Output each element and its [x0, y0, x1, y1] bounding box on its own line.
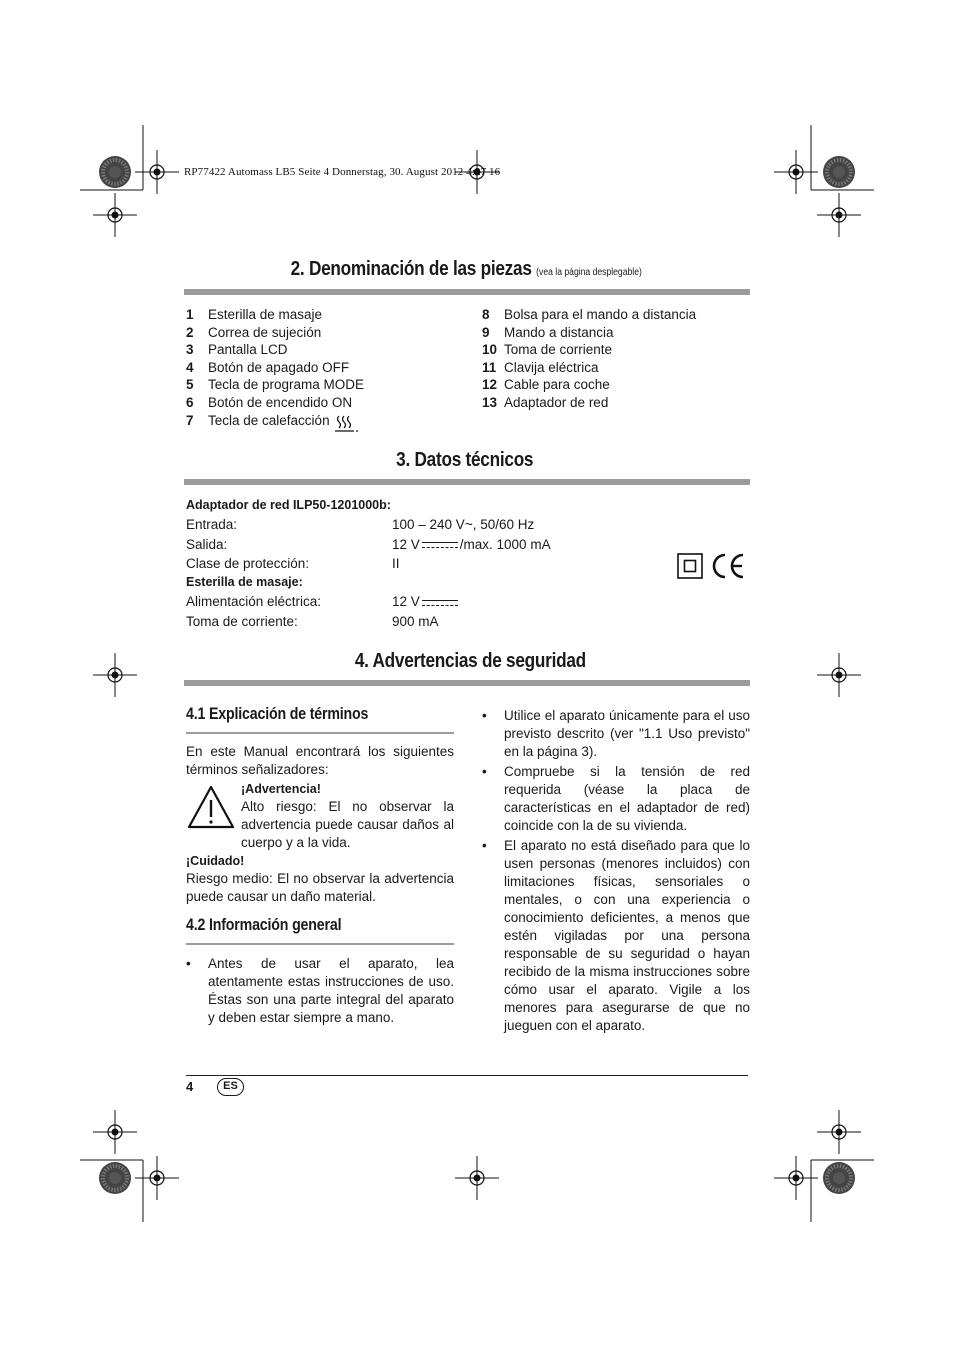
entrada-value: 100 – 240 V~, 50/60 Hz — [392, 517, 535, 533]
warning-title: ¡Advertencia! — [241, 782, 321, 796]
section3-title: 3. Datos técnicos — [396, 449, 534, 471]
section2-heading — [291, 258, 642, 281]
dc-symbol-icon — [422, 540, 458, 550]
parts-list-left — [186, 306, 364, 434]
caution-text: Riesgo medio: El no observar la advertencia puede causar un daño material. — [186, 871, 454, 904]
subsection-4-2-rule — [186, 943, 454, 945]
adapter-heading: Adaptador de red ILP50-1201000b: — [186, 498, 391, 512]
caution-title: ¡Cuidado! — [186, 854, 245, 868]
list-item: 10 Toma de corriente — [482, 342, 613, 358]
list-item: 4 Botón de apagado OFF — [186, 359, 350, 375]
list-item: 6 Botón de encendido ON — [186, 394, 353, 410]
terms-intro: En este Manual encontrará los siguientes términos señalizadores: — [186, 744, 454, 777]
language-badge: ES — [217, 1078, 244, 1096]
list-item: 7 Tecla de calefacción — [186, 412, 364, 434]
subsection-4-1-rule — [186, 732, 454, 734]
page-number: 4 — [186, 1079, 194, 1094]
left-bullet-list — [186, 955, 454, 1029]
alim-label: Alimentación eléctrica: — [186, 594, 322, 610]
section3-rule — [184, 479, 750, 485]
list-item: • Utilice el aparato únicamente para el uso previsto descrito (ver "1.1 Uso previsto" en la página 3). — [482, 707, 750, 761]
right-bullet-list — [482, 707, 750, 1037]
clase-label: Clase de protección: — [186, 555, 310, 571]
list-item: 13 Adaptador de red — [482, 394, 609, 410]
list-item: 1 Esterilla de masaje — [186, 307, 323, 322]
salida-value: 12 V /max. 1000 mA — [392, 536, 551, 552]
section2-title: 2. Denominación de las piezas — [290, 258, 532, 280]
parts-list-right — [482, 306, 696, 412]
list-item: • Compruebe si la tensión de red requerida (véase la placa de características en el adaptador de red) coincide con la de su vivienda. — [482, 763, 750, 835]
toma-value: 900 mA — [392, 613, 439, 629]
subsection-4-2-title: 4.2 Información general — [186, 916, 342, 934]
list-item: 9 Mando a distancia — [482, 324, 614, 340]
tech-data — [186, 496, 551, 631]
entrada-label: Entrada: — [186, 517, 238, 533]
protection-class-ii-icon — [677, 553, 703, 579]
salida-label: Salida: — [186, 536, 228, 552]
subsection-4-1-title: 4.1 Explicación de términos — [186, 705, 369, 723]
list-item: 8 Bolsa para el mando a distancia — [482, 307, 697, 322]
dc-symbol-icon — [422, 598, 458, 608]
list-item: • Antes de usar el aparato, lea atentamente estas instrucciones de uso. Éstas son una parte integral del aparato y deben estar siempre a mano. — [186, 955, 454, 1027]
clase-value: II — [392, 555, 400, 571]
list-item: 3 Pantalla LCD — [186, 342, 288, 358]
footer-rule — [186, 1075, 748, 1076]
list-item: 5 Tecla de programa MODE — [186, 377, 365, 393]
warning-text: Alto riesgo: El no observar la advertencia puede causar daños al cuerpo y a la vida. — [241, 799, 454, 850]
caution-block — [186, 852, 454, 906]
list-item: 11 Clavija eléctrica — [482, 359, 599, 375]
heat-icon — [334, 414, 360, 434]
list-item: 12 Cable para coche — [482, 377, 610, 393]
section4-title: 4. Advertencias de seguridad — [354, 650, 586, 672]
section2-rule — [184, 289, 750, 295]
mat-heading: Esterilla de masaje: — [186, 575, 303, 590]
toma-label: Toma de corriente: — [186, 613, 298, 629]
alim-value: 12 V — [392, 592, 460, 611]
section4-rule — [184, 680, 750, 686]
print-header: RP77422 Automass LB5 Seite 4 Donnerstag, 30. August 2012 4:27 16 — [184, 166, 501, 178]
section2-note: (vea la página desplegable) — [536, 267, 642, 278]
list-item: • El aparato no está diseñado para que lo usen personas (menores incluidos) con limitaciones físicas, sensoriales o mentales, o con una experiencia o conocimiento deficientes, a menos que estén vigiladas por una persona responsable de su seguridad o hayan recibido de la misma instrucciones sobre cómo usar el aparato. Vigile a los menores para asegurarse de que no jueguen con el aparato. — [482, 837, 750, 1035]
list-item: 2 Correa de sujeción — [186, 324, 322, 340]
warning-triangle-icon — [186, 784, 236, 830]
ce-mark-icon — [710, 552, 746, 580]
